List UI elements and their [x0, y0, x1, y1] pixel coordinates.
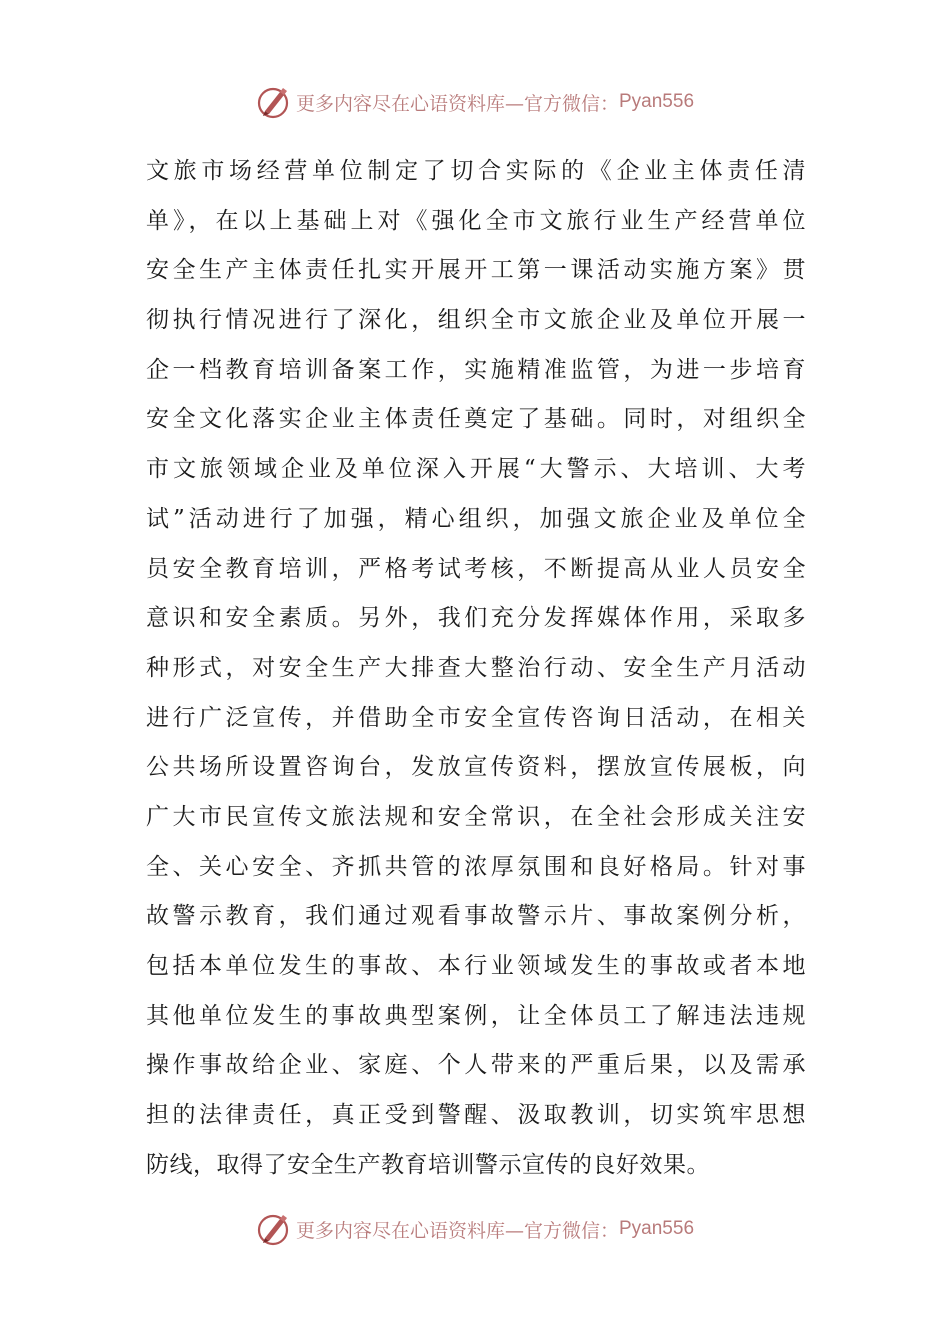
body-line: 公共场所设置咨询台，发放宣传资料，摆放宣传展板，向: [146, 754, 806, 781]
body-line: 企一档教育培训备案工作，实施精准监管，为进一步培育: [146, 356, 806, 383]
body-line: 其他单位发生的事故典型案例，让全体员工了解违法违规: [146, 1002, 806, 1029]
body-line: 防线，取得了安全生产教育培训警示宣传的良好效果。: [146, 1151, 710, 1178]
body-line: 担的法律责任，真正受到警醒、汲取教训，切实筑牢思想: [146, 1102, 806, 1129]
body-line: 意识和安全素质。另外，我们充分发挥媒体作用，采取多: [146, 605, 806, 632]
body-line: 操作事故给企业、家庭、个人带来的严重后果，以及需承: [146, 1052, 806, 1079]
watermark-text: 更多内容尽在心语资料库—官方微信：: [295, 1219, 619, 1242]
body-line: 进行广泛宣传，并借助全市安全宣传咨询日活动，在相关: [146, 704, 806, 731]
header-watermark: [0, 82, 950, 122]
body-line: 试”活动进行了加强，精心组织，加强文旅企业及单位全: [146, 505, 806, 532]
body-line: 故警示教育，我们通过观看事故警示片、事故案例分析，: [146, 903, 806, 930]
body-line: 彻执行情况进行了深化，组织全市文旅企业及单位开展一: [146, 307, 806, 334]
body-line: 安全生产主体责任扎实开展开工第一课活动实施方案》贯: [146, 257, 806, 284]
body-line: 种形式，对安全生产大排查大整治行动、安全生产月活动: [146, 654, 806, 681]
pen-logo-icon: [256, 1211, 292, 1247]
pen-logo-icon: [256, 84, 292, 120]
body-line: 全、关心安全、齐抓共管的浓厚氛围和良好格局。针对事: [146, 853, 806, 880]
watermark-wechat-id: Pyan556: [619, 91, 695, 112]
body-line: 单》，在以上基础上对《强化全市文旅行业生产经营单位: [146, 207, 806, 234]
body-line: 员安全教育培训，严格考试考核，不断提高从业人员安全: [146, 555, 806, 582]
watermark-wechat-id: Pyan556: [619, 1218, 695, 1239]
body-line: 安全文化落实企业主体责任奠定了基础。同时，对组织全: [146, 406, 806, 433]
footer-watermark: [0, 1209, 950, 1249]
body-line: 市文旅领域企业及单位深入开展“大警示、大培训、大考: [146, 456, 806, 483]
body-line: 文旅市场经营单位制定了切合实际的《企业主体责任清: [146, 158, 806, 184]
body-line: 包括本单位发生的事故、本行业领域发生的事故或者本地: [146, 953, 806, 979]
watermark-text: 更多内容尽在心语资料库—官方微信：: [295, 92, 619, 115]
document-body: [146, 147, 806, 1190]
body-line: 广大市民宣传文旅法规和安全常识，在全社会形成关注安: [146, 803, 806, 830]
